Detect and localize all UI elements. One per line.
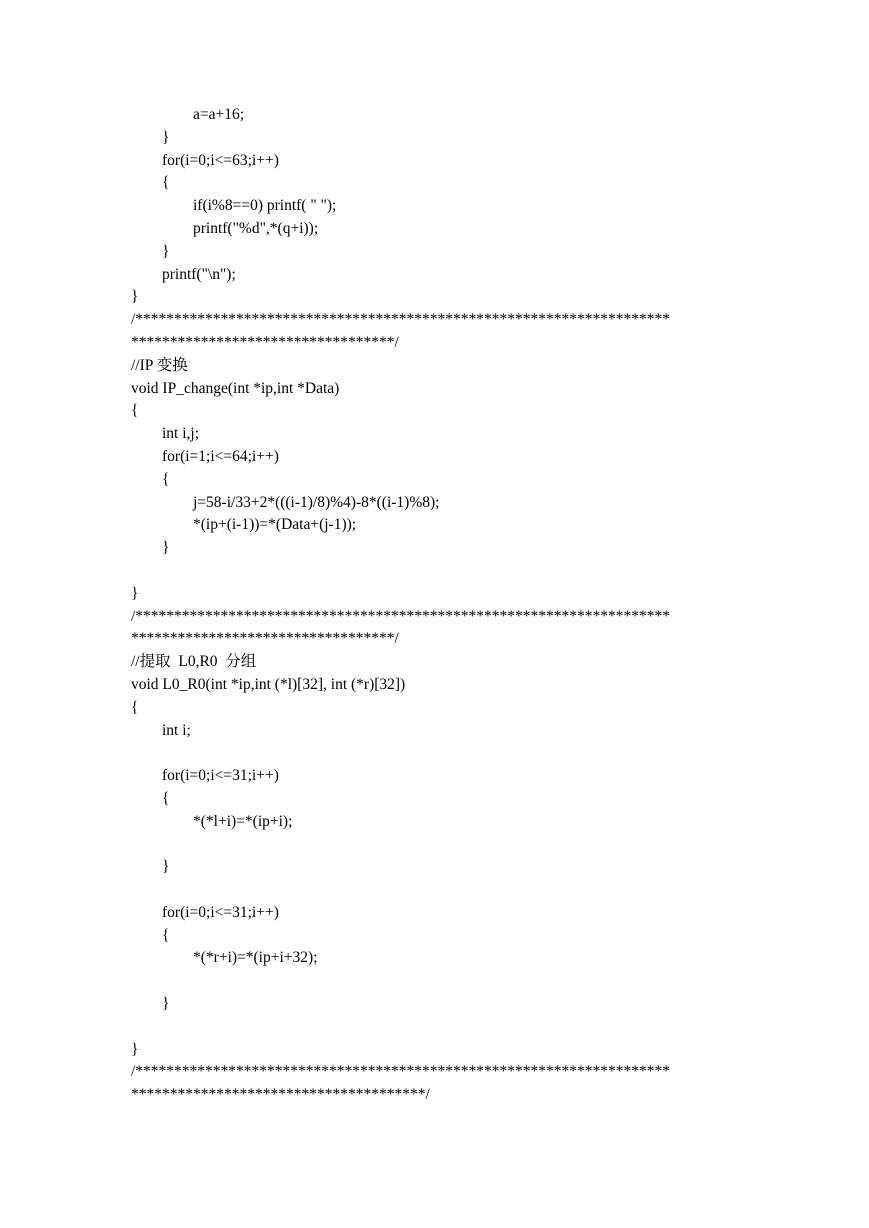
blank-line	[131, 1016, 869, 1039]
code-line: for(i=0;i<=63;i++)	[162, 151, 279, 169]
code-line: int i,j;	[162, 425, 200, 443]
code-line: int i;	[162, 721, 191, 739]
separator-line: /*********************************************************************	[131, 1063, 671, 1081]
blank-line	[131, 879, 869, 902]
code-line: *(*l+i)=*(ip+i);	[193, 812, 293, 830]
separator-line: **********************************/	[131, 630, 399, 648]
separator-line: **************************************/	[131, 1086, 430, 1104]
blank-line	[131, 742, 869, 765]
code-line: }	[162, 995, 170, 1013]
code-line: }	[131, 288, 139, 306]
blank-line	[131, 970, 869, 993]
blank-line	[131, 560, 869, 583]
code-line: for(i=1;i<=64;i++)	[162, 447, 279, 465]
code-line: }	[131, 584, 139, 602]
separator-line: /*********************************************************************	[131, 607, 671, 625]
code-line: *(*r+i)=*(ip+i+32);	[193, 949, 318, 967]
code-line: if(i%8==0) printf( " ");	[193, 197, 337, 215]
code-line: {	[162, 470, 170, 488]
code-line: for(i=0;i<=31;i++)	[162, 903, 279, 921]
code-line: printf("%d",*(q+i));	[193, 219, 319, 237]
code-listing	[0, 104, 869, 1107]
code-line: {	[162, 174, 170, 192]
code-line: }	[131, 1040, 139, 1058]
separator-line: /*********************************************************************	[131, 311, 671, 329]
code-line: }	[162, 128, 170, 146]
function-signature: void IP_change(int *ip,int *Data)	[131, 379, 340, 397]
code-line: a=a+16;	[193, 106, 245, 123]
comment-line: //提取 L0,R0 分组	[131, 653, 257, 671]
code-line: for(i=0;i<=31;i++)	[162, 767, 279, 785]
code-line: {	[162, 926, 170, 944]
code-line: printf("\n");	[162, 265, 236, 283]
function-signature: void L0_R0(int *ip,int (*l)[32], int (*r)[32])	[131, 675, 406, 693]
blank-line	[131, 834, 869, 857]
code-line: }	[162, 858, 170, 876]
code-line: *(ip+(i-1))=*(Data+(j-1));	[193, 516, 357, 534]
code-line: {	[162, 789, 170, 807]
separator-line: **********************************/	[131, 333, 399, 351]
code-line: {	[131, 698, 139, 716]
code-line: }	[162, 242, 170, 260]
code-line: }	[162, 539, 170, 557]
code-line: {	[131, 402, 139, 420]
code-line: j=58-i/33+2*(((i-1)/8)%4)-8*((i-1)%8);	[193, 493, 440, 511]
comment-line: //IP 变换	[131, 356, 188, 374]
